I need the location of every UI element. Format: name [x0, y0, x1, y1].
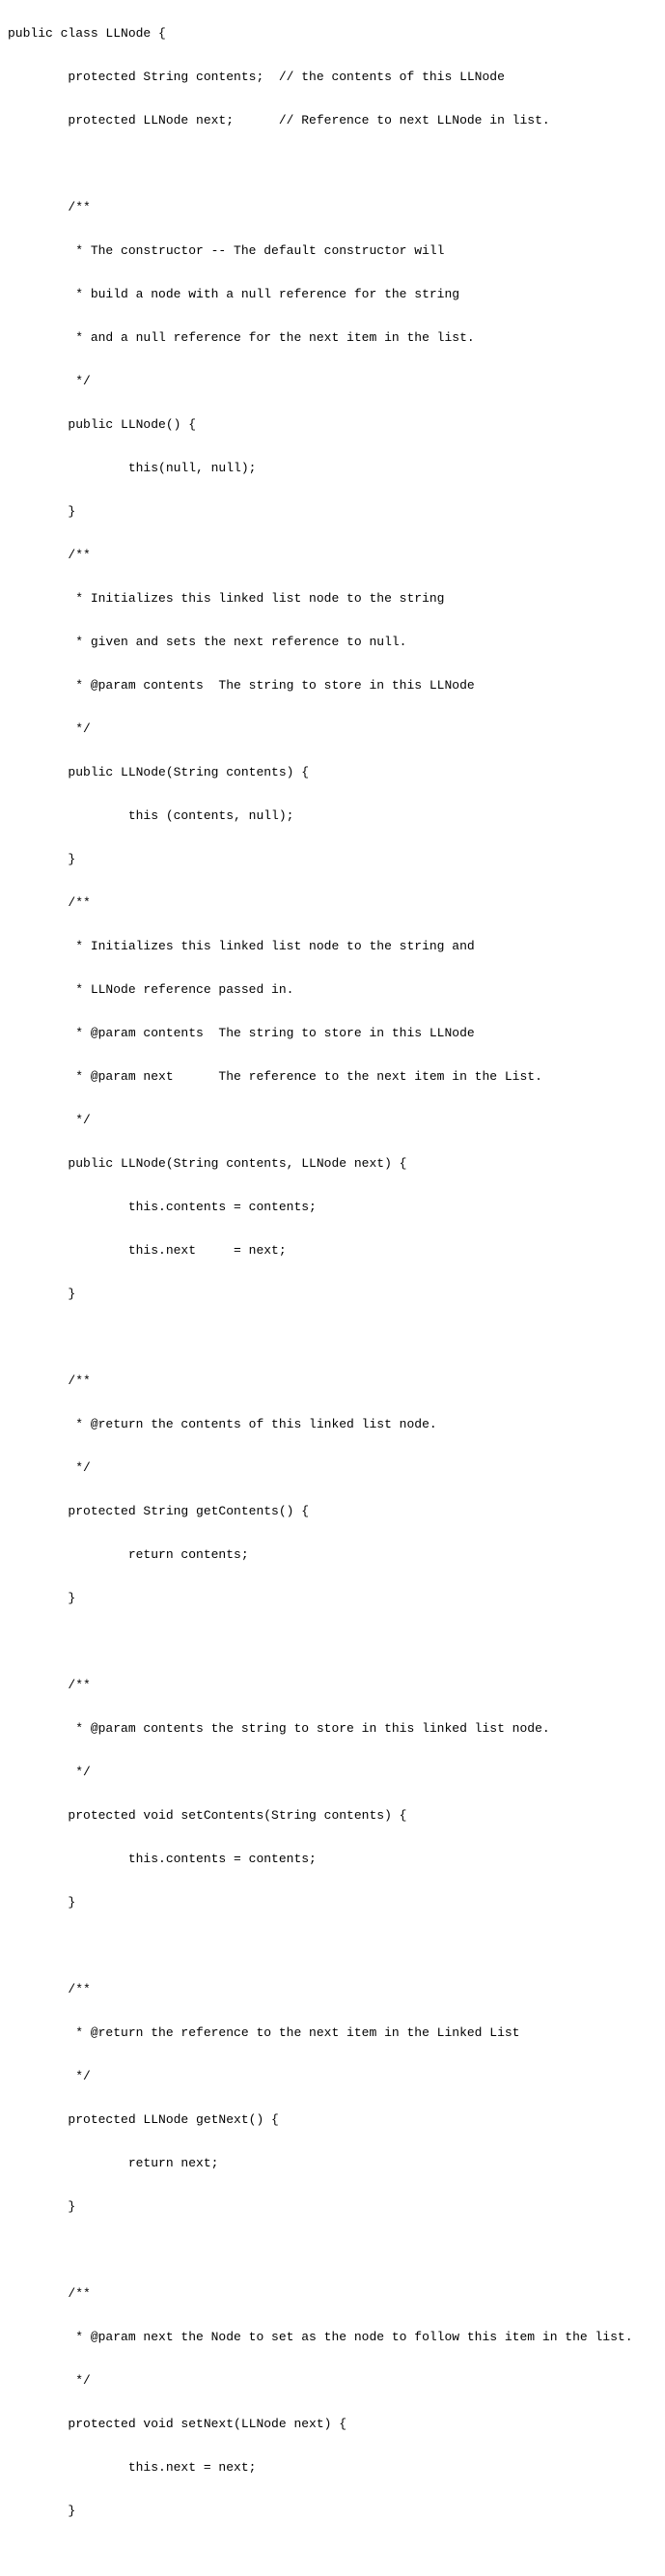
code-line: } [8, 2504, 76, 2518]
code-line: */ [8, 2069, 91, 2083]
code-line: * and a null reference for the next item in the list. [8, 330, 475, 345]
code-line: * @param contents The string to store in this LLNode [8, 678, 475, 693]
code-line: * @return the reference to the next item in the Linked List [8, 2025, 520, 2040]
code-listing [8, 0, 662, 2576]
code-line: public class LLNode { [8, 26, 166, 41]
code-line: * LLNode reference passed in. [8, 982, 294, 997]
code-line: this.next = next; [8, 1243, 287, 1258]
code-line: protected String contents; // the contents of this LLNode [8, 70, 505, 84]
code-line: */ [8, 1765, 91, 1779]
code-line: return contents; [8, 1547, 249, 1562]
code-line: public LLNode() { [8, 417, 197, 432]
code-line: } [8, 852, 76, 866]
code-line: } [8, 1591, 76, 1605]
code-line: */ [8, 374, 91, 388]
code-line [8, 1330, 662, 1345]
code-line [8, 156, 662, 171]
code-line: * build a node with a null reference for the string [8, 287, 460, 301]
code-line: * @param next The reference to the next item in the List. [8, 1069, 542, 1084]
code-line: this.contents = contents; [8, 1852, 317, 1866]
code-line: * @param contents the string to store in this linked list node. [8, 1721, 550, 1736]
code-line: /** [8, 2286, 91, 2301]
code-line [8, 2547, 662, 2562]
code-line: */ [8, 1113, 91, 1127]
code-line: /** [8, 1373, 91, 1388]
code-line: protected void setContents(String contents) { [8, 1808, 407, 1823]
code-line [8, 2243, 662, 2257]
code-line: } [8, 1895, 76, 1910]
code-line: */ [8, 722, 91, 736]
code-line: this (contents, null); [8, 808, 294, 823]
code-line: } [8, 1287, 76, 1301]
code-line [8, 1939, 662, 1953]
code-line: * given and sets the next reference to null. [8, 635, 407, 649]
code-line: this.next = next; [8, 2460, 257, 2475]
code-line: * The constructor -- The default constructor will [8, 243, 445, 258]
code-line: public LLNode(String contents) { [8, 765, 310, 779]
code-line: * @param next the Node to set as the node to follow this item in the list. [8, 2330, 633, 2344]
code-line: * Initializes this linked list node to the string [8, 591, 445, 606]
code-line [8, 1634, 662, 1649]
code-line: /** [8, 200, 91, 214]
code-line: } [8, 2199, 76, 2214]
code-line: /** [8, 895, 91, 910]
code-line: * @param contents The string to store in this LLNode [8, 1026, 475, 1040]
code-line: return next; [8, 2156, 219, 2170]
code-line: /** [8, 548, 91, 562]
code-line: public LLNode(String contents, LLNode next) { [8, 1156, 407, 1171]
code-line: } [8, 504, 76, 519]
code-line: protected LLNode next; // Reference to next LLNode in list. [8, 113, 550, 127]
code-line: protected String getContents() { [8, 1504, 310, 1518]
code-line: * @return the contents of this linked list node. [8, 1417, 437, 1431]
code-line: this.contents = contents; [8, 1200, 317, 1214]
code-line: protected void setNext(LLNode next) { [8, 2417, 347, 2431]
code-line: /** [8, 1982, 91, 1996]
code-line: this(null, null); [8, 461, 257, 475]
code-line: * Initializes this linked list node to the string and [8, 939, 475, 953]
code-line: /** [8, 1678, 91, 1692]
code-line: */ [8, 1460, 91, 1475]
code-line: protected LLNode getNext() { [8, 2112, 279, 2127]
code-line: */ [8, 2373, 91, 2388]
